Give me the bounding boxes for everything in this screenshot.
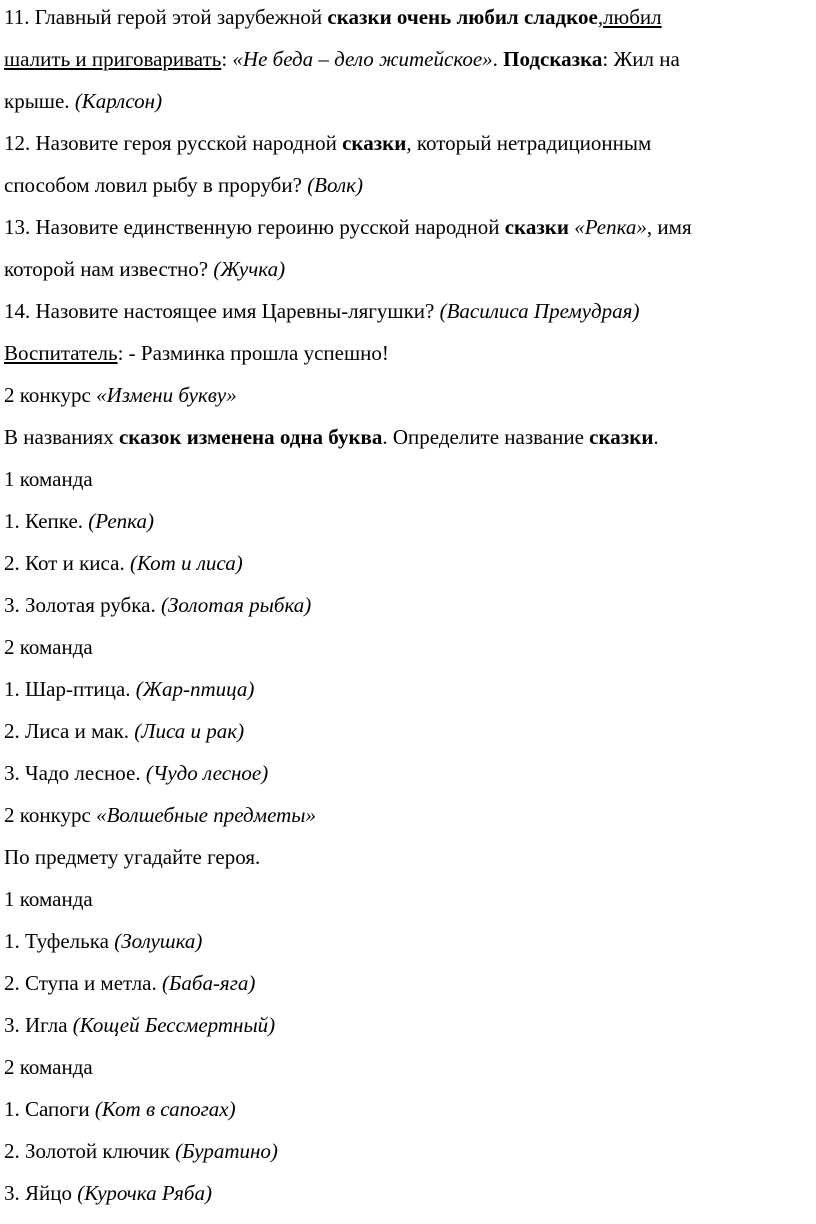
bold-text: сказки [504, 215, 569, 239]
text-line [4, 332, 816, 374]
text-segment: которой нам известно? [4, 257, 214, 281]
italic-text: (Кот в сапогах) [94, 1097, 236, 1121]
text-line [4, 836, 816, 878]
text-segment: 1. Кепке. [4, 509, 89, 533]
text-segment: крыше. [4, 89, 75, 113]
text-segment: 2 конкурс [4, 383, 97, 407]
italic-text: «Не беда – дело житейское» [232, 47, 493, 71]
text-segment: : [221, 47, 233, 71]
text-segment: 12. Назовите героя русской народной [4, 131, 343, 155]
text-line [4, 668, 816, 710]
italic-text: «Репка» [574, 215, 647, 239]
bold-text: сказки [589, 425, 654, 449]
text-segment: 2. Лиса и мак. [4, 719, 135, 743]
text-segment: . [492, 47, 504, 71]
text-line [4, 710, 816, 752]
text-line [4, 1130, 816, 1172]
text-segment: 1. Шар-птица. [4, 677, 136, 701]
text-segment: 2. Ступа и метла. [4, 971, 162, 995]
text-line [4, 248, 816, 290]
text-segment: 2. Золотой ключик [4, 1139, 176, 1163]
italic-text: (Баба-яга) [162, 971, 256, 995]
italic-text: (Чудо лесное) [145, 761, 269, 785]
text-segment: . Определите название [382, 425, 590, 449]
text-line [4, 38, 816, 80]
text-segment: 3. Чадо лесное. [4, 761, 146, 785]
text-segment: 2. Кот и киса. [4, 551, 130, 575]
text-segment: . [653, 425, 659, 449]
underlined-text: любил [603, 5, 662, 29]
text-line [4, 1172, 816, 1214]
text-line [4, 206, 816, 248]
text-line [4, 164, 816, 206]
text-line [4, 416, 816, 458]
text-line [4, 458, 816, 500]
text-segment: : - Разминка прошла успешно! [117, 341, 389, 365]
text-segment: В названиях [4, 425, 119, 449]
text-segment: 2 команда [4, 635, 93, 659]
text-line [4, 920, 816, 962]
text-line [4, 962, 816, 1004]
text-segment: По предмету угадайте героя. [4, 845, 261, 869]
italic-text: (Карлсон) [74, 89, 163, 113]
italic-text: (Жучка) [213, 257, 286, 281]
text-line [4, 752, 816, 794]
italic-text: (Репка) [88, 509, 154, 533]
text-line [4, 290, 816, 332]
italic-text: (Кощей Бессмертный) [72, 1013, 276, 1037]
text-line [4, 1088, 816, 1130]
italic-text: (Курочка Ряба) [77, 1181, 212, 1205]
text-line [4, 542, 816, 584]
underlined-text: шалить и приговаривать [4, 47, 222, 71]
text-line [4, 0, 816, 38]
text-line [4, 500, 816, 542]
italic-text: «Волшебные предметы» [96, 803, 316, 827]
text-segment: 13. Назовите единственную героиню русской народной [4, 215, 505, 239]
text-segment: 3. Золотая рубка. [4, 593, 161, 617]
text-segment: , имя [646, 215, 692, 239]
document-body [4, 0, 816, 1214]
text-segment: способом ловил рыбу в проруби? [4, 173, 308, 197]
text-segment: , [597, 5, 604, 29]
bold-text: сказки [342, 131, 407, 155]
text-line [4, 80, 816, 122]
text-line [4, 122, 816, 164]
italic-text: (Буратино) [175, 1139, 278, 1163]
text-line [4, 794, 816, 836]
text-segment: 1. Туфелька [4, 929, 115, 953]
italic-text: (Кот и лиса) [129, 551, 243, 575]
text-segment: 14. Назовите настоящее имя Царевны-лягушки? [4, 299, 440, 323]
bold-text: Подсказка [503, 47, 603, 71]
text-segment: 3. Яйцо [4, 1181, 78, 1205]
text-line [4, 1004, 816, 1046]
text-segment: 3. Игла [4, 1013, 73, 1037]
text-segment: 11. Главный герой этой зарубежной [4, 5, 328, 29]
text-line [4, 626, 816, 668]
italic-text: (Волк) [307, 173, 363, 197]
underlined-text: Воспитатель [4, 341, 118, 365]
bold-text: сказки очень любил сладкое [327, 5, 598, 29]
italic-text: (Лиса и рак) [134, 719, 245, 743]
text-segment: 2 команда [4, 1055, 93, 1079]
text-segment: 1 команда [4, 467, 93, 491]
bold-text: сказок изменена одна буква [118, 425, 383, 449]
italic-text: (Василиса Премудрая) [439, 299, 640, 323]
italic-text: (Золушка) [114, 929, 203, 953]
text-segment: : Жил на [602, 47, 680, 71]
text-segment: , который нетрадиционным [406, 131, 652, 155]
italic-text: (Золотая рыбка) [160, 593, 312, 617]
text-segment: 2 конкурс [4, 803, 97, 827]
italic-text: (Жар-птица) [135, 677, 255, 701]
text-line [4, 878, 816, 920]
text-segment: 1. Сапоги [4, 1097, 95, 1121]
text-line [4, 374, 816, 416]
text-line [4, 1046, 816, 1088]
italic-text: «Измени букву» [96, 383, 237, 407]
text-line [4, 584, 816, 626]
text-segment: 1 команда [4, 887, 93, 911]
